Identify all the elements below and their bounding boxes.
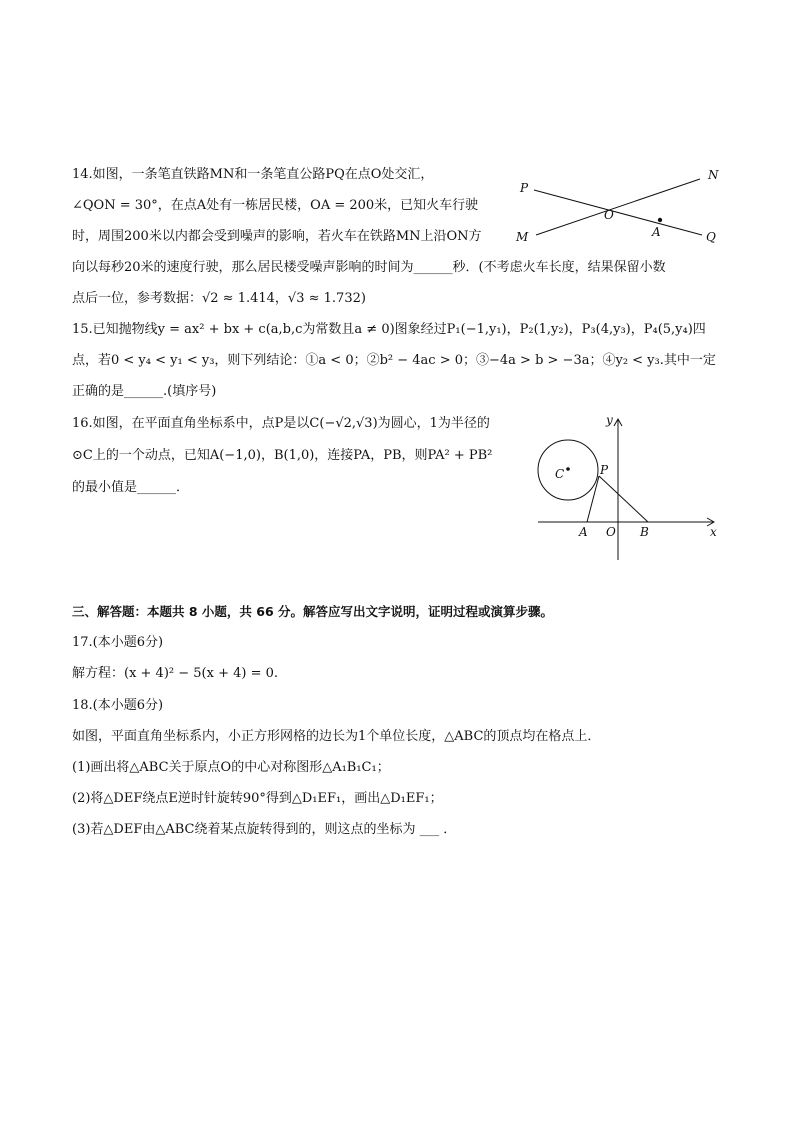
q16-figure — [530, 408, 725, 568]
q18-part-1: (1)画出将△ABC关于原点O的中心对称图形△A₁B₁C₁； — [72, 760, 390, 775]
q14-line-1: 14.如图，一条笔直铁路MN和一条笔直公路PQ在点O处交汇， — [72, 167, 434, 182]
q16-line-3: 的最小值是______． — [72, 480, 190, 495]
label-o: O — [606, 525, 616, 539]
q18-intro: 如图，平面直角坐标系内，小正方形网格的边长为1个单位长度，△ABC的顶点均在格点上． — [72, 729, 601, 744]
q18-part-3: (3)若△DEF由△ABC绕着某点旋转得到的，则这点的坐标为 ___ ． — [72, 822, 457, 837]
q14-line-5: 点后一位，参考数据：√2 ≈ 1.414，√3 ≈ 1.732) — [72, 291, 366, 306]
section-3-heading: 三、解答题：本题共 8 小题，共 66 分。解答应写出文字说明，证明过程或演算步骤。 — [72, 604, 554, 619]
q14-figure — [510, 165, 725, 245]
q16-line-1: 16.如图，在平面直角坐标系中，点P是以C(−√2,√3)为圆心，1为半径的 — [72, 416, 490, 431]
road-line-pq — [534, 190, 702, 235]
label-n: N — [708, 168, 719, 182]
center-c-dot — [566, 467, 570, 471]
segment-pa — [587, 476, 599, 522]
label-c: C — [555, 467, 565, 481]
q16-line-2: ⊙C上的一个动点，已知A(−1,0)，B(1,0)，连接PA，PB，则PA² + PB² — [72, 448, 493, 463]
label-p: P — [600, 463, 609, 477]
label-x: x — [710, 525, 717, 539]
q14-line-3: 时，周围200米以内都会受到噪声的影响，若火车在铁路MN上沿ON方 — [72, 229, 482, 244]
railway-line-mn — [536, 179, 700, 235]
segment-pb — [599, 476, 648, 522]
q17-body: 解方程：(x + 4)² − 5(x + 4) = 0. — [72, 666, 279, 681]
q18-title: 18.(本小题6分) — [72, 698, 164, 713]
q14-line-2: ∠QON = 30°，在点A处有一栋居民楼，OA = 200米，已知火车行驶 — [72, 198, 479, 213]
point-a-dot — [658, 218, 662, 222]
q17-title: 17.(本小题6分) — [72, 635, 164, 650]
q15-line-2: 点，若0 < y₄ < y₁ < y₃，则下列结论：①a < 0；②b² − 4ac > 0；③−4a > b > −3a；④y₂ < y₃.其中一定 — [72, 353, 716, 368]
label-o: O — [604, 208, 614, 222]
q15-line-1: 15.已知抛物线y = ax² + bx + c(a,b,c为常数且a ≠ 0)图象经过P₁(−1,y₁)，P₂(1,y₂)，P₃(4,y₃)，P₄(5,y₄)四 — [72, 322, 706, 337]
label-y: y — [606, 413, 613, 427]
label-a: A — [579, 525, 588, 539]
label-a: A — [652, 225, 661, 239]
q14-line-4: 向以每秒20米的速度行驶，那么居民楼受噪声影响的时间为______秒．(不考虑火车长度，结果保留小数 — [72, 260, 666, 275]
label-p: P — [520, 181, 529, 195]
label-b: B — [640, 525, 649, 539]
q15-line-3: 正确的是______.(填序号) — [72, 384, 217, 399]
q18-part-2: (2)将△DEF绕点E逆时针旋转90°得到△D₁EF₁，画出△D₁EF₁； — [72, 791, 443, 806]
label-m: M — [516, 230, 529, 244]
label-q: Q — [706, 230, 716, 244]
